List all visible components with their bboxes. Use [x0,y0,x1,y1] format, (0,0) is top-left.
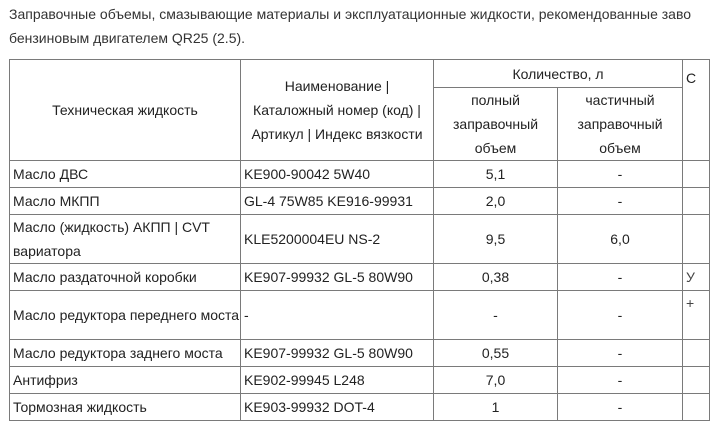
cell-extra [683,394,710,421]
cell-full: 9,5 [434,215,558,264]
header-partial-line-1: частичный [585,92,655,108]
fluids-table [9,59,710,421]
cell-fluid: Масло (жидкость) АКПП | CVT вариатора [10,215,241,264]
cell-fluid: Масло МКПП [10,188,241,215]
cell-extra: У [683,264,710,291]
header-fluid: Техническая жидкость [10,60,241,161]
cell-fluid: Масло раздаточной коробки [10,264,241,291]
header-extra: С [683,60,710,161]
table-row [10,367,710,394]
header-name-line-3: Артикул | Индекс вязкости [251,126,423,142]
cell-name: - [241,291,434,340]
table-row [10,394,710,421]
intro-line-1: Заправочные объемы, смазывающие материалы и эксплуатационные жидкости, рекомендованные заво [9,6,692,22]
header-full [434,88,558,161]
header-name [241,60,434,161]
cell-fluid: Масло редуктора заднего моста [10,340,241,367]
cell-name: KE900-90042 5W40 [241,161,434,188]
header-partial-line-2: заправочный [577,116,663,132]
table-row [10,340,710,367]
cell-full: 1 [434,394,558,421]
cell-partial: - [558,264,683,291]
table-row [10,188,710,215]
header-partial-line-3: объем [599,140,641,156]
table-row [10,215,710,264]
cell-extra [683,161,710,188]
cell-extra: + [683,291,710,340]
cell-name: KE907-99932 GL-5 80W90 [241,340,434,367]
cell-extra [683,215,710,264]
cell-partial: - [558,367,683,394]
header-full-line-3: объем [474,140,517,156]
cell-full: 5,1 [434,161,558,188]
cell-partial: - [558,161,683,188]
intro-text [9,2,709,50]
cell-partial: - [558,340,683,367]
cell-full: 0,38 [434,264,558,291]
cell-fluid: Антифриз [10,367,241,394]
cell-name: KE907-99932 GL-5 80W90 [241,264,434,291]
header-partial [558,88,683,161]
header-full-line-1: полный [471,92,520,108]
cell-name: KE902-99945 L248 [241,367,434,394]
cell-fluid: Тормозная жидкость [10,394,241,421]
table-row [10,291,710,340]
table-row [10,264,710,291]
cell-full: - [434,291,558,340]
table-row [10,161,710,188]
header-name-line-1: Наименование | [284,78,390,94]
cell-fluid: Масло ДВС [10,161,241,188]
cell-partial: - [558,188,683,215]
cell-partial: - [558,394,683,421]
header-quantity: Количество, л [434,60,683,88]
intro-line-2: бензиновым двигателем QR25 (2.5). [9,30,246,46]
cell-extra [683,340,710,367]
cell-extra [683,367,710,394]
cell-extra [683,188,710,215]
cell-partial: 6,0 [558,215,683,264]
cell-name: KE903-99932 DOT-4 [241,394,434,421]
cell-full: 0,55 [434,340,558,367]
header-name-line-2: Каталожный номер (код) | [253,102,421,118]
cell-partial: - [558,291,683,340]
cell-name: GL-4 75W85 KE916-99931 [241,188,434,215]
cell-full: 7,0 [434,367,558,394]
cell-name: KLE5200004EU NS-2 [241,215,434,264]
cell-fluid: Масло редуктора переднего моста [10,291,241,340]
cell-full: 2,0 [434,188,558,215]
header-full-line-2: заправочный [452,116,539,132]
